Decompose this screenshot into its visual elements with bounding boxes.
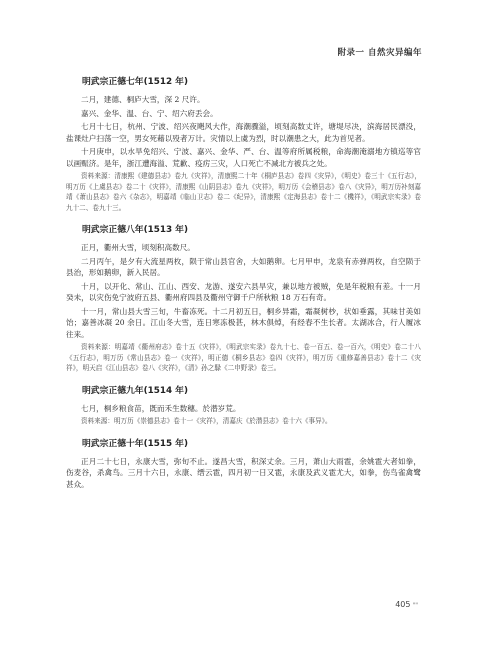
entry-paragraph: 二月丙午，是夕有大流星两枚，陨于常山县官舍，大如鹅卵。七月甲申，龙泉有赤弹两枚，自空陨于县治，形如鹅卵，新入民居。 bbox=[66, 256, 421, 277]
running-head: 附录一 自然灾异编年 bbox=[337, 48, 422, 58]
section-year: (1512 年) bbox=[143, 77, 188, 87]
section-year: (1515 年) bbox=[143, 438, 188, 449]
section-title: 明武宗正德十年 bbox=[82, 438, 144, 449]
section-heading bbox=[82, 436, 421, 449]
entry-paragraph: 十一月，常山县大雪三旬，牛畜冻死。十二月初五日，桐乡异霜，霜凝树杪，状如垂露，其味甘美如饴；嘉善冰凝 20 余日。江山冬大雪，连日寒冻极甚，林木俱焯，有经春不生长者。太湖冰合，行人履冰往来。 bbox=[66, 306, 421, 339]
page-content bbox=[66, 70, 421, 499]
folio-mark: "" bbox=[412, 602, 418, 609]
year-section bbox=[66, 383, 421, 427]
sources-note: 资料来源：清康熙《建德县志》卷九《灾祥》，清康熙二十年《桐庐县志》卷四《灾异》，《明史》卷三十《五行志》，明万历《上虞县志》卷二十《灾祥》，清康熙《山阴县志》卷九《灾祥》，明万历《会稽县志》卷八《灾异》，明万历补刻嘉靖《萧山县志》卷六《杂志》，明嘉靖《临山卫志》卷二《纪异》，清康熙《定海县志》卷十二《機祥》，《明武宗实录》卷九十二、卷九十三。 bbox=[66, 172, 421, 212]
section-year: (1514 年) bbox=[143, 385, 188, 396]
section-heading bbox=[82, 383, 421, 396]
entry-paragraph: 七月十七日，杭州、宁波、绍兴夜飓风大作，海潮骤溢，顷刻高数丈许，塘堤尽决，滨海居民漂没，盐课灶户扫荡一空，男女死藉以殁者万计。灾情以上虞为烈，时以潮患之大，此为首见者。 bbox=[66, 122, 421, 143]
page-number-value: 405 bbox=[395, 600, 411, 609]
entry-paragraph: 二月，建德、桐庐大雪，深 2 尺许。 bbox=[81, 95, 205, 104]
entry-paragraph: 正月二十七日，永康大雪，弥旬不止。遂昌大雪，积深丈余。三月，萧山大雨雹，余姚雹大者如拳，伤麦谷，杀禽鸟。三月十六日，永康、缙云雹，四月初一日又雹，永康及武义雹尤大，如拳，伤鸟雀禽鹭甚众。 bbox=[66, 456, 421, 489]
entry-paragraph: 正月，衢州大雪，顷刻积高数尺。 bbox=[81, 243, 195, 252]
entry-paragraph: 嘉兴、金华、温、台、宁、绍六府丢会。 bbox=[81, 108, 218, 118]
sources-note: 资料来源：明万历《崇德县志》卷十一《灾祥》，清嘉庆《於潜县志》卷十六《事异》。 bbox=[81, 417, 332, 425]
entry-paragraph: 十月，以开化、常山、江山、西安、龙游、遂安六县旱灾，兼以地方被贼，免是年税粮有差。十一月癸未，以灾伤免宁波府五县、衢州府四县及衢州守御千户所秋粮 18 万石有奇。 bbox=[66, 281, 421, 302]
entry-paragraph: 七月，桐乡粮食苗，既而禾生数穗。於潜岁荒。 bbox=[81, 403, 241, 413]
page-number bbox=[395, 600, 418, 609]
section-heading bbox=[82, 74, 421, 87]
sources-note: 资料来源：明嘉靖《衢州府志》卷十五《灾祥》，《明武宗实录》卷九十七、卷一百五、卷一百六，《明史》卷二十八《五行志》，明万历《常山县志》卷一《灾祥》，明正德《桐乡县志》卷四《灾祥》，明万历《重修嘉善县志》卷十二《灾祥》，明天启《江山县志》卷八《灾祥》，《清》孙之騄《二申野录》卷三。 bbox=[66, 343, 421, 372]
section-title: 明武宗正德八年 bbox=[82, 225, 144, 235]
section-year: (1513 年) bbox=[143, 225, 188, 235]
entry-paragraph: 十月庚申，以水旱免绍兴、宁波、嘉兴、金华、严、台、温等府所属税粮，命海潮淹溺地方镇巡等官以画赈济。是年，浙江遭海溢、荒歉、疫疠三灾，人口死亡不减北方被兵之处。 bbox=[66, 147, 421, 168]
year-section bbox=[66, 74, 421, 213]
year-section bbox=[66, 222, 421, 374]
year-section bbox=[66, 436, 421, 491]
section-title: 明武宗正德七年 bbox=[82, 77, 144, 87]
section-heading bbox=[82, 222, 421, 235]
section-title: 明武宗正德九年 bbox=[82, 385, 144, 396]
